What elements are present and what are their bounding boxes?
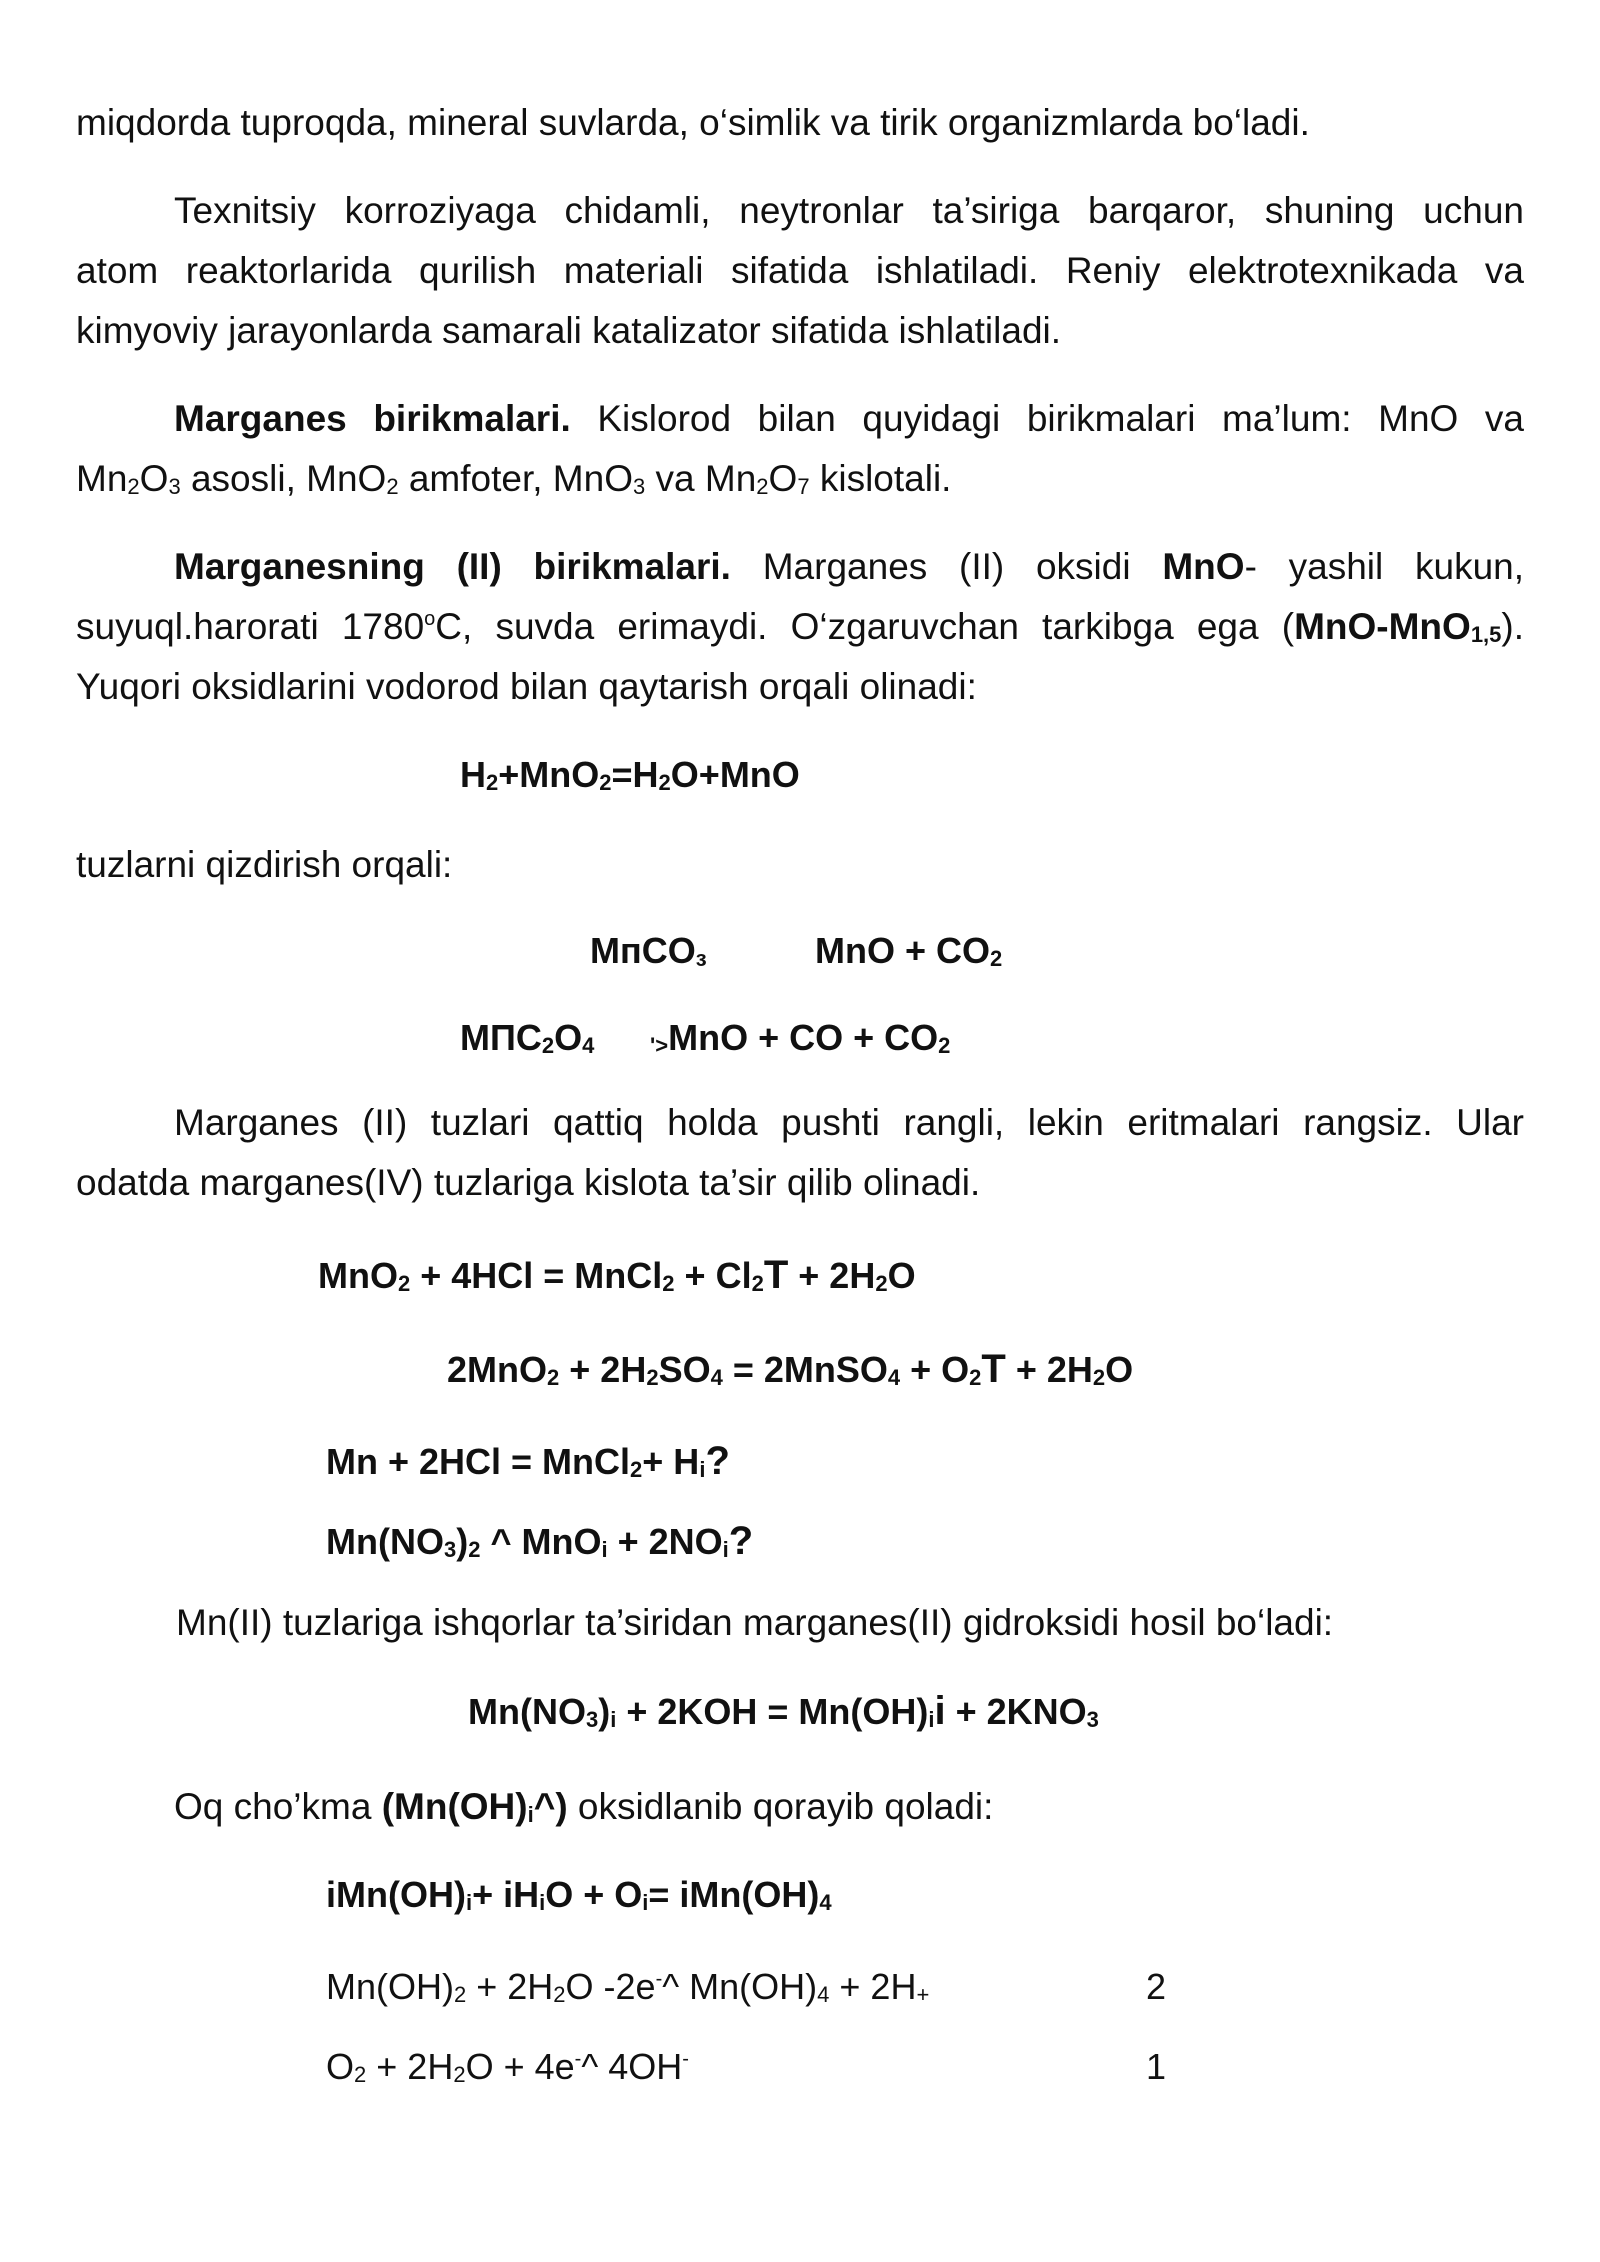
equation <box>326 1870 832 1920</box>
formula: MnO <box>1162 546 1245 587</box>
subscript: i <box>699 1457 706 1482</box>
text: Kislorod bilan quyidagi birikmalari ma’lum: MnO va <box>597 398 1524 439</box>
text: - yashil kukun, <box>1244 546 1525 587</box>
subscript: 7 <box>797 474 810 499</box>
text: oksidlanib qorayib qoladi: <box>567 1786 994 1827</box>
text: + 2H <box>788 1255 876 1296</box>
text: = 2MnSO <box>722 1349 888 1390</box>
text: MпCO <box>590 930 696 971</box>
text: + 2H <box>366 2046 454 2087</box>
text: 2MnO <box>447 1349 548 1390</box>
subscript: 4 <box>887 1365 901 1390</box>
text: MnO <box>318 1255 398 1296</box>
subscript: 2 <box>547 1365 560 1390</box>
text: va Mn <box>645 458 757 499</box>
text: ). <box>1501 606 1525 647</box>
text: ? <box>728 1519 754 1563</box>
text: + 4HCl = MnCl <box>410 1255 663 1296</box>
coefficient: 2 <box>1146 1966 1167 2007</box>
subscript: 2 <box>454 1982 467 2007</box>
text: O <box>1105 1349 1134 1390</box>
text: iMn(OH) <box>326 1874 466 1915</box>
subscript: i <box>928 1707 935 1732</box>
text: ? <box>705 1439 730 1483</box>
text: =H <box>611 754 659 795</box>
formula: MnO-MnO <box>1294 606 1471 647</box>
text: C, suvda erimaydi. O‘zgaruvchan tarkibga ega ( <box>435 606 1295 647</box>
section-heading: Marganesning (II) birikmalari. <box>174 546 731 587</box>
text: O <box>326 2046 355 2087</box>
text: T <box>981 1347 1006 1391</box>
subscript: 2 <box>658 770 671 795</box>
text: ^ 4OH <box>581 2046 683 2087</box>
paragraph-line <box>76 448 1524 509</box>
equation <box>468 1686 1099 1737</box>
subscript: 2 <box>875 1271 888 1296</box>
formula: (Mn(OH) <box>381 1786 528 1827</box>
subscript: 2 <box>453 2062 466 2087</box>
subscript: 2 <box>486 770 499 795</box>
text: ) <box>598 1691 611 1732</box>
arrow-glyph: '> <box>650 1033 669 1058</box>
paragraph-line <box>76 240 1524 301</box>
subscript: 4 <box>582 1033 595 1058</box>
subscript: 1,5 <box>1470 622 1502 647</box>
text: Mn(OH) <box>326 1966 454 2007</box>
text: ^ Mn(OH) <box>662 1966 818 2007</box>
subscript: 2 <box>354 2062 367 2087</box>
text: +MnO <box>498 754 600 795</box>
text: atom reaktorlarida qurilish materiali sifatida ishlatiladi. Reniy elektrotexnikada va <box>76 250 1524 291</box>
subscript: i <box>465 1890 473 1915</box>
text: Yuqori oksidlarini vodorod bilan qaytarish orqali olinadi: <box>76 666 977 707</box>
subscript: i <box>610 1707 617 1732</box>
text: O <box>139 458 169 499</box>
text: + 2KNO <box>945 1691 1087 1732</box>
text: odatda marganes(IV) tuzlariga kislota ta’sir qilib olinadi. <box>76 1162 981 1203</box>
coefficient: 1 <box>1146 2046 1167 2087</box>
text: Oq cho’kma <box>174 1786 382 1827</box>
text: + 2NO <box>607 1521 723 1562</box>
subscript: 2 <box>599 770 612 795</box>
text: + 2KOH = Mn(OH) <box>616 1691 929 1732</box>
section-heading: Marganes birikmalari. <box>174 398 571 439</box>
text: Marganes (II) oksidi <box>762 546 1131 587</box>
subscript: з <box>695 946 707 971</box>
subscript: 2 <box>127 474 140 499</box>
text: MnO + CO + CO <box>668 1017 939 1058</box>
paragraph-line <box>76 388 1524 449</box>
equation-left <box>460 1013 594 1063</box>
text: O+MnO <box>670 754 800 795</box>
paragraph-line <box>76 1092 1524 1153</box>
equation-right <box>815 926 1002 976</box>
text: tuzlarni qizdirish orqali: <box>76 844 453 885</box>
paragraph-line <box>76 536 1524 597</box>
text: + 2H <box>559 1349 647 1390</box>
text: + Cl <box>674 1255 752 1296</box>
paragraph-line <box>76 300 1524 361</box>
superscript: - <box>682 2048 689 2070</box>
subscript: 3 <box>443 1537 457 1562</box>
subscript: 3 <box>168 474 181 499</box>
text: + 2H <box>1005 1349 1093 1390</box>
subscript: 4 <box>819 1890 832 1915</box>
subscript: 2 <box>969 1365 982 1390</box>
equation <box>326 1436 730 1487</box>
subscript: 2 <box>541 1033 555 1058</box>
text: + 2H <box>466 1966 554 2007</box>
text: i <box>934 1689 946 1733</box>
paragraph-line <box>76 1152 1524 1213</box>
text: ) <box>456 1521 469 1562</box>
text: O -2e <box>565 1966 656 2007</box>
superscript: o <box>424 608 436 630</box>
subscript: + <box>916 1982 930 2007</box>
subscript: i <box>527 1802 534 1827</box>
subscript: 2 <box>1092 1365 1106 1390</box>
text: Texnitsiy korroziyaga chidamli, neytronlar ta’siriga barqaror, shuning uchun <box>174 190 1524 231</box>
text: + O <box>900 1349 970 1390</box>
subscript: 2 <box>553 1982 566 2007</box>
equation-left <box>590 926 707 976</box>
text: SO <box>658 1349 711 1390</box>
subscript: 4 <box>817 1982 830 2007</box>
text: miqdorda tuproqda, mineral suvlarda, o‘simlik va tirik organizmlarda bo‘ladi. <box>76 102 1310 143</box>
text: MПC <box>460 1017 542 1058</box>
equation <box>318 1250 916 1301</box>
subscript: 3 <box>1086 1707 1099 1732</box>
superscript: - <box>574 2048 582 2070</box>
subscript: 3 <box>632 474 646 499</box>
subscript: 2 <box>468 1537 481 1562</box>
subscript: i <box>539 1890 546 1915</box>
subscript: 2 <box>397 1271 411 1296</box>
subscript: 2 <box>990 946 1003 971</box>
subscript: 2 <box>646 1365 659 1390</box>
text: kimyoviy jarayonlarda samarali katalizator sifatida ishlatiladi. <box>76 310 1062 351</box>
subscript: i <box>642 1890 649 1915</box>
paragraph-line <box>176 1592 1524 1653</box>
paragraph-line <box>76 834 1524 895</box>
text: O + 4e <box>465 2046 575 2087</box>
text: Mn(II) tuzlariga ishqorlar ta’siridan marganes(II) gidroksidi hosil bo‘ladi: <box>176 1602 1334 1643</box>
text: H <box>460 754 486 795</box>
text: Marganes (II) tuzlari qattiq holda pushti rangli, lekin eritmalari rangsiz. Ular <box>174 1102 1524 1143</box>
text: + H <box>642 1441 700 1482</box>
text: ^ MnO <box>480 1521 602 1562</box>
subscript: 2 <box>662 1271 675 1296</box>
text: = iMn(OH) <box>648 1874 820 1915</box>
text: MnO + CO <box>815 930 991 971</box>
paragraph-line <box>76 596 1524 657</box>
paragraph-line <box>76 656 1524 717</box>
equation <box>460 750 800 800</box>
text: Mn <box>76 458 128 499</box>
text: + 2H <box>829 1966 917 2007</box>
paragraph-line <box>76 92 1524 153</box>
subscript: 2 <box>386 474 399 499</box>
subscript: 2 <box>630 1457 643 1482</box>
paragraph-line <box>174 1776 1524 1837</box>
subscript: 3 <box>585 1707 599 1732</box>
paragraph-line <box>76 180 1524 241</box>
text: O <box>554 1017 583 1058</box>
text: amfoter, MnO <box>398 458 633 499</box>
text: O + O <box>545 1874 643 1915</box>
subscript: 2 <box>756 474 769 499</box>
subscript: i <box>601 1537 608 1562</box>
subscript: 4 <box>710 1365 723 1390</box>
formula: ^) <box>533 1786 568 1827</box>
text: Mn(NO <box>326 1521 444 1562</box>
subscript: 2 <box>751 1271 764 1296</box>
subscript: i <box>722 1537 729 1562</box>
text: Mn + 2HCl = MnCl <box>326 1441 631 1482</box>
text: O <box>887 1255 916 1296</box>
text: O <box>768 458 798 499</box>
text: suyuql.harorati 1780 <box>76 606 425 647</box>
subscript: 2 <box>938 1033 951 1058</box>
text: Mn(NO <box>468 1691 586 1732</box>
equation-right <box>650 1013 950 1063</box>
equation <box>447 1344 1133 1395</box>
text: asosli, MnO <box>180 458 387 499</box>
text: kislotali. <box>809 458 952 499</box>
half-reaction <box>326 2042 689 2092</box>
text: + iH <box>472 1874 540 1915</box>
superscript: - <box>655 1968 663 1990</box>
equation <box>326 1516 753 1567</box>
text: T <box>763 1253 789 1297</box>
half-reaction <box>326 1962 929 2012</box>
